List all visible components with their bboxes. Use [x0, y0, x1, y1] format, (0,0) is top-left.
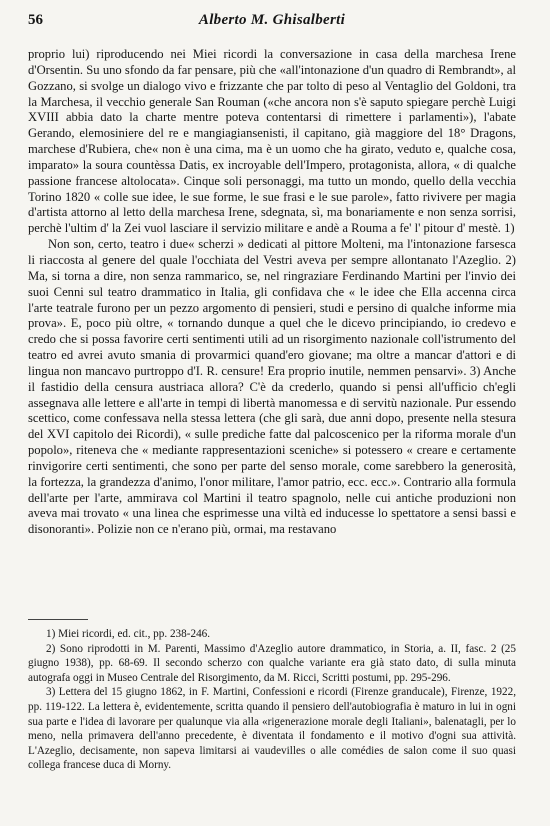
paragraph: proprio lui) riproducendo nei Miei ricordi la conversazione in casa della marchesa Irene d'Orsentin. Su uno sfondo da far pensare, più che «all'intonazione d'un quadro di Rembrandt», al Gozzano, si svolge un dialogo vivo e frizzante che par tolto di peso al Ventaglio del Goldoni, tra la Marchesa, il vecchio generale San Rouman («che ancora non s'è saputo spiegare perchè Luigi XVIII abbia dato la charte mentre poteva contentarsi di rimettere i parlamenti»), l'abate Gerando, elemosiniere del re e mangiagiansenisti, il capitano, già maggiore del 18° Dragons, marchese d'Rubiera, che« non è una cima, ma è un uomo che ha girato, veduto e, qualche cosa, imparato» la soura countèssa Datis, ex incroyable dell'Impero, protagonista, allora, « di qualche passione francese altolocata». Cinque soli personaggi, ma tutto un mondo, quello della vecchia Torino 1820 « colle sue idee, le sue forme, le sue frasi e le sue parole», fatto rivivere per magia d'artista attorno al letto della marchesa Irene, sdegnata, sì, ma bonariamente e non senza sorrisi, perchè l'ultim d' la Zei vuol lasciare il servizio militare e andè a Rouma a fe' l' pitour d' mestè. 1)	[28, 47, 516, 236]
body-text	[28, 47, 516, 538]
footnote-separator	[28, 619, 88, 620]
footnotes	[28, 627, 516, 773]
page-header	[28, 12, 516, 32]
page-number: 56	[28, 12, 43, 28]
running-head: Alberto M. Ghisalberti	[198, 12, 346, 28]
footnote: 1) Miei ricordi, ed. cit., pp. 238-246.	[46, 628, 211, 640]
footnote: 2) Sono riprodotti in M. Parenti, Massimo d'Azeglio autore drammatico, in Storia, a. II, fasc. 2 (25 giugno 1938), pp. 68-69. Il secondo scherzo con qualche variante era già stato dato, di sulla minuta autografa oggi in Museo Centrale del Risorgimento, da M. Ricci, Scritti postumi, pp. 295-296.	[28, 642, 516, 684]
footnote: 3) Lettera del 15 giugno 1862, in F. Martini, Confessioni e ricordi (Firenze granducale), Firenze, 1922, pp. 119-122. La lettera è, evidentemente, scritta quando il pensiero dell'autobiografia è maturo in lui in ogni sua parte e l'idea di lavorare per qualunque via alla «rigenerazione morale degli Italiani», balenatagli, per lo meno, nella primavera dell'anno precedente, è diventata il fondamento e il motivo d'ogni sua attività. L'Azeglio, decisamente, non sapeva limitarsi ai vaudevilles o alle comédies de salon come il suo quasi collega francese duca di Morny.	[28, 686, 516, 772]
paragraph: Non son, certo, teatro i due« scherzi » dedicati al pittore Molteni, ma l'intonazione farsesca li riaccosta al genere del quale l'occhiata del Vestri aveva per sempre allontanato l'Azeglio. 2) Ma, si torna a dire, non senza rammarico, se, nel ringraziare Ferdinando Martini per l'invio dei suoi Cenni sul teatro drammatico in Italia, gli confidava che « le idee che Ella accenna circa l'arte teatrale furono per un pezzo argomento di pensieri, studi e persino di qualche informe mia prova». E, poco più oltre, « tornando dunque a quel che le dicevo principiando, io credevo e credo che si possa favorire certi sentimenti utili ad un risorgimento nazionale coll'istrumento del teatro ed avrei avuto smania di provarmici quand'ero giovane; ma oltre a mancar d'attori e di lingua non mancavo purtroppo d'I. R. censure! Era proprio inutile, nemmen pensarvi». 3) Anche il fastidio della censura austriaca allora? C'è da crederlo, quando si pensi all'ufficio ch'egli assegnava alle lettere e all'arte in tempi di libertà manomessa e di servitù nazionale. Pur essendo scettico, come confessava nella stessa lettera (che gli sarà, due anni dopo, presente nella stesura del XVI capitolo dei Ricordi), « sulle prediche fatte dal palcoscenico per la riforma morale d'un popolo», riteneva che « mediante rappresentazioni sceniche» si potessero « creare e certamente rinvigorire certi sentimenti, che sono per parte del senso morale, come sarebbero la generosità, la fortezza, la grandezza d'animo, l'onor militare, l'amor patrio, ecc. ecc.». Contrario alla formula dell'arte per l'arte, ammirava col Martini il teatro spagnolo, nelle cui antiche produzioni non aveva mai trovato « una linea che esprimesse una viltà ed inducesse lo spettatore a sensi bassi e disonoranti». Polizie non ce n'erano più, ormai, ma restavano	[28, 237, 516, 537]
